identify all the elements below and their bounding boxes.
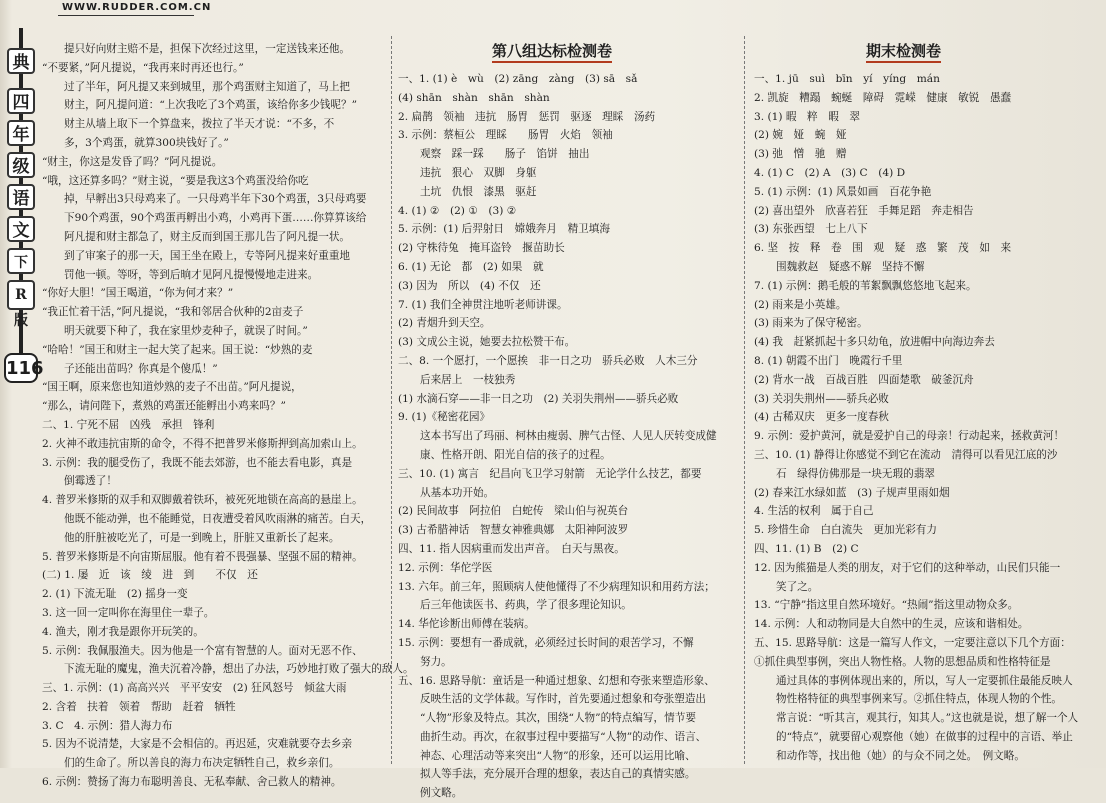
answer-line: (3) 因为 所以 (4) 不仅 还	[398, 279, 541, 292]
answer-line: (2) 雨来是小英雄。	[754, 298, 847, 311]
answer-line: 2. 扁鹊 领袖 违抗 肠胃 惩罚 驱逐 理睬 汤药	[398, 110, 656, 123]
answer-line: 明天就要下种了，我在家里炒麦种子，就误了时间。”	[64, 324, 308, 337]
answer-line: 四、11. (1) B (2) C	[754, 542, 859, 555]
answer-line: 围魏救赵 疑惑不解 坚持不懈	[776, 260, 925, 273]
answer-line: 通过具体的事例体现出来的，所以，写人一定要抓住最能反映人	[776, 674, 1073, 687]
answer-line: 5. 珍惜生命 白白流失 更加光彩有力	[754, 524, 937, 537]
answer-line: (2) 喜出望外 欣喜若狂 手舞足蹈 奔走相告	[754, 204, 974, 217]
answer-line: ①抓住典型事例，突出人物性格。人物的思想品质和性格特征是	[754, 655, 1051, 668]
right-answer-column	[754, 70, 1094, 765]
answer-line: 土坑 仇恨 漆黑 驱赶	[420, 185, 537, 198]
answer-line: 曲折生动。再次，在叙事过程中要描写“人物”的动作、语言、	[420, 730, 707, 743]
answer-line: 14. 华佗诊断出师傅在装病。	[398, 618, 535, 631]
answer-line: 常言说：“听其言，观其行，知其人。”这也就是说，想了解一个人	[776, 712, 1079, 725]
answer-line: 三、1. 示例：(1) 高高兴兴 平平安安 (2) 狂风怒号 倾盆大雨	[42, 682, 347, 695]
column-divider	[744, 36, 745, 764]
answer-line: (4) shān shàn shān shàn	[398, 91, 550, 104]
answer-line: “你好大胆！”国王喝道，“你为何才来？”	[42, 287, 234, 300]
answer-line: 三、10. (1) 寓言 纪昌向飞卫学习射箭 无论学什么技艺，都要	[398, 467, 702, 480]
answer-line: 13. “宁静”指这里自然环境好。“热闹”指这里动物众多。	[754, 599, 1019, 612]
answer-line: 一、1. jū suì bīn yí yíng mán	[754, 73, 940, 85]
answer-line: 4. (1) C (2) A (3) C (4) D	[754, 166, 906, 179]
page-number: 116	[4, 353, 38, 383]
answer-line: (3) 关羽失荆州——骄兵必败	[754, 392, 889, 405]
answer-line: (4) 古稀双庆 更多一度春秋	[754, 411, 889, 424]
answer-line: “那么，请问陛下，煮熟的鸡蛋还能孵出小鸡来吗？”	[42, 400, 286, 413]
answer-line: 4. 渔夫，刚才我是跟你开玩笑的。	[42, 625, 204, 638]
answer-line: 违抗 狠心 双脚 身躯	[420, 166, 537, 179]
answer-line: 2. 火神不敢违抗宙斯的命令，不得不把普罗米修斯押到高加索山上。	[42, 437, 363, 450]
answer-line: “国王啊，原来您也知道炒熟的麦子不出苗。”阿凡提说，	[42, 381, 302, 394]
answer-line: 过了半年，阿凡提又来到城里，那个鸡蛋财主知道了，马上把	[64, 80, 351, 93]
answer-line: 15. 示例：要想有一番成就，必须经过长时间的艰苦学习，不懈	[398, 636, 694, 649]
answer-line: (2) 婉 娅 蜿 娅	[754, 129, 847, 142]
answer-line: 3. 示例：蔡桓公 理睬 肠胃 火焰 领袖	[398, 129, 613, 142]
answer-line: 5. 因为不说清楚，大家是不会相信的。再迟延，灾难就要夺去乡亲	[42, 738, 353, 751]
answer-line: 下90个鸡蛋，90个鸡蛋再孵出小鸡，小鸡再下蛋……你算算该给	[64, 212, 367, 225]
answer-line: 例文略。	[420, 787, 463, 800]
answer-line: 7. (1) 我们全神贯注地听老师讲课。	[398, 298, 568, 311]
answer-line: (2) 守株待兔 掩耳盗铃 揠苗助长	[398, 242, 565, 255]
answer-line: 6. 坚 按 释 卷 围 观 疑 惑 繁 茂 如 来	[754, 242, 1012, 255]
url-underline	[58, 15, 194, 16]
answer-line: 康、性格开朗、阳光自信的孩子的过程。	[420, 448, 611, 461]
answer-line: “哈哈！”国王和财主一起大笑了起来。国王说：“炒熟的麦	[42, 343, 313, 356]
answer-line: “我正忙着干活，”阿凡提说，“我和邻居合伙种的2亩麦子	[42, 306, 304, 319]
answer-line: “哦，这还算多吗？”财主说，“要是我这3个鸡蛋没给你吃	[42, 174, 309, 187]
answer-line: 后来居上 一枝独秀	[420, 373, 516, 386]
answer-line: 的“特点”，就要留心观察他（她）在做事的过程中的言语、举止	[776, 730, 1073, 743]
answer-line: 财主从墙上取下一个算盘来，拨拉了半天才说：“不多，不	[64, 118, 335, 131]
spine-char: 四	[7, 88, 35, 114]
answer-line: 12. 因为熊猫是人类的朋友，对于它们的这种举动，山民们只能一	[754, 561, 1061, 574]
spine-char: 语	[7, 184, 35, 210]
spine-char: 典	[7, 48, 35, 74]
answer-line: 3. (1) 暇 粹 暇 翠	[754, 110, 861, 123]
answer-line: (3) 古希腊神话 智慧女神雅典娜 太阳神阿波罗	[398, 524, 629, 537]
answer-line: 五、16. 思路导航：童话是一种通过想象、幻想和夸张来塑造形象、	[398, 674, 715, 687]
answer-line: (2) 民间故事 阿拉伯 白蛇传 梁山伯与祝英台	[398, 505, 629, 518]
answer-line: 5. (1) 示例：(1) 风景如画 百花争艳	[754, 185, 932, 198]
answer-line: 罚他一顿。等呀，等到后晌才见阿凡提慢慢地走进来。	[64, 268, 319, 281]
answer-line: 财主，阿凡提问道：“上次我吃了3个鸡蛋，该给你多少钱呢？”	[64, 99, 358, 112]
answer-line: 笑了之。	[776, 580, 819, 593]
answer-line: 四、11. 指人因病重而发出声音。 白天与黑夜。	[398, 542, 625, 555]
answer-line: 后三年他读医书、药典，学了很多理论知识。	[420, 599, 632, 612]
answer-line: 2. 含着 扶着 领着 帮助 赶着 牺牲	[42, 700, 236, 713]
answer-line: 2. 凯旋 糟蹋 蜿蜒 障碍 霓嵘 健康 敏锐 愚蠢	[754, 91, 1012, 104]
answer-line: 倒霉透了！	[64, 475, 117, 488]
section-title-unit8: 第八组达标检测卷	[492, 40, 612, 63]
spine-label	[6, 28, 36, 383]
answer-line: 和动作等，找出他（她）的与众不同之处。 例文略。	[776, 749, 1025, 762]
answer-line: 9. (1)《秘密花园》	[398, 411, 491, 424]
column-divider	[391, 36, 392, 764]
answer-line: 5. 普罗米修斯是不向宙斯屈服。他有着不畏强暴、坚强不屈的精神。	[42, 550, 363, 563]
answer-line: “不要紧，”阿凡提说，“我再来时再还也行。”	[42, 61, 244, 74]
answer-line: 一、1. (1) è wù (2) zāng zàng (3) sā sǎ	[398, 73, 638, 85]
answer-line: “财主，你这是发昏了吗？”阿凡提说。	[42, 155, 223, 168]
answer-line: 5. 示例：我佩服渔夫。因为他是一个富有智慧的人。面对无恶不作、	[42, 644, 363, 657]
answer-line: (3) 东张西望 七上八下	[754, 223, 868, 236]
answer-line: 阿凡提和财主都急了，财主反而到国王那儿告了阿凡提一状。	[64, 230, 351, 243]
answer-line: 2. (1) 下流无耻 (2) 摇身一变	[42, 588, 188, 601]
spine-char: 下	[7, 248, 35, 274]
answer-line: 4. 普罗米修斯的双手和双脚戴着铁环，被死死地锁在高高的悬崖上。	[42, 494, 363, 507]
answer-line: 12. 示例：华佗学医	[398, 561, 493, 574]
answer-line: 7. (1) 示例：鹅毛般的苇絮飘飘悠悠地飞起来。	[754, 279, 977, 292]
site-url: WWW.RUDDER.COM.CN	[62, 2, 212, 13]
answer-line: 提只好向财主赔不是，担保下次经过这里，一定送钱来还他。	[64, 43, 351, 55]
answer-line: 4. 生活的权利 属于自己	[754, 505, 874, 518]
answer-line: 五、15. 思路导航：这是一篇写人作文，一定要注意以下几个方面：	[754, 636, 1071, 649]
spine-char: 文	[7, 216, 35, 242]
answer-line: 3. 这一回一定叫你在海里住一辈子。	[42, 606, 215, 619]
spine-char: R版	[7, 280, 35, 310]
answer-line: 8. (1) 朝霞不出门 晚霞行千里	[754, 354, 903, 367]
answer-line: 二、1. 宁死不屈 凶残 承担 锋利	[42, 418, 215, 431]
answer-line: 5. 示例：(1) 后羿射日 嫦娥奔月 精卫填海	[398, 223, 610, 236]
answer-line: 二、8. 一个愿打，一个愿挨 非一日之功 骄兵必败 人木三分	[398, 354, 698, 367]
spine-char: 级	[7, 152, 35, 178]
answer-line: 掉，早孵出3只母鸡来了。一只母鸡半年下30个鸡蛋，3只母鸡要	[64, 193, 367, 206]
middle-answer-column	[398, 70, 734, 803]
answer-line: 他的肝脏被吃光了，可是一到晚上，肝脏又重新长了起来。	[64, 531, 340, 544]
answer-line: 们的生命了。所以善良的海力布决定牺牲自己，救乡亲们。	[64, 757, 340, 770]
answer-line: (2) 青烟升到天空。	[398, 317, 491, 330]
answer-line: 13. 六年。前三年，照顾病人使他懂得了不少病理知识和用药方法；	[398, 580, 715, 593]
answer-line: (4) 我 赶紧抓起十多只幼龟，放进帽中向海边奔去	[754, 336, 995, 349]
answer-line: 观察 踩一踩 肠子 馅饼 抽出	[420, 148, 590, 161]
section-title-final: 期末检测卷	[866, 40, 941, 63]
answer-line: (3) 文成公主说，她要去拉松赞干布。	[398, 336, 576, 349]
answer-line: 3. C 4. 示例：猎人海力布	[42, 719, 173, 732]
answer-line: 4. (1) ② (2) ① (3) ②	[398, 204, 517, 217]
answer-line: 6. 示例：赞扬了海力布聪明善良、无私奉献、舍己救人的精神。	[42, 776, 342, 789]
answer-line: 14. 示例：人和动物同是大自然中的生灵，应该和谐相处。	[754, 618, 1029, 631]
answer-line: 拟人等手法，充分展开合理的想象，表达自己的真情实感。	[420, 768, 696, 781]
answer-line: (2) 背水一战 百战百胜 四面楚歌 破釜沉舟	[754, 373, 974, 386]
answer-line: (2) 春来江水绿如蓝 (3) 子规声里雨如烟	[754, 486, 950, 499]
answer-line: 石 绿得仿佛那是一块无瑕的翡翠	[776, 467, 935, 480]
answer-line: 下流无耻的魔鬼，渔夫沉着冷静，想出了办法，巧妙地打败了强大的敌人。	[64, 663, 414, 676]
answer-line: (1) 水滴石穿——非一日之功 (2) 关羽失荆州——骄兵必败	[398, 392, 679, 405]
answer-line: 他既不能动弹，也不能睡觉，日夜遭受着风吹雨淋的痛苦。白天，	[64, 512, 372, 525]
answer-line: 物性格特征的典型事例来写。②抓住特点，体现人物的个性。	[776, 693, 1063, 706]
answer-line: 反映生活的文学体裁。写作时，首先要通过想象和夸张塑造出	[420, 693, 707, 706]
answer-line: 到了审案子的那一天，国王坐在殿上，专等阿凡提来好重重地	[64, 249, 351, 262]
spine-char: 年	[7, 120, 35, 146]
answer-line: 6. (1) 无论 都 (2) 如果 就	[398, 260, 544, 273]
left-answer-column	[42, 40, 414, 792]
answer-line: “人物”形象及特点。其次，围绕“人物”的特点编写，情节要	[420, 712, 696, 725]
answer-line: 子还能出苗吗？你真是个傻瓜！”	[64, 362, 218, 375]
answer-line: 三、10. (1) 静得让你感觉不到它在流动 清得可以看见江底的沙	[754, 448, 1058, 461]
answer-line: 努力。	[420, 655, 452, 668]
answer-line: 多，3个鸡蛋，就算300块钱好了。”	[64, 136, 229, 149]
answer-line: 从基本功开始。	[420, 486, 495, 499]
answer-line: 9. 示例：爱护黄河，就是爱护自己的母亲！行动起来，拯救黄河！	[754, 430, 1065, 443]
answer-line: 3. 示例：我的腿受伤了，我既不能去郊游，也不能去看电影，真是	[42, 456, 353, 469]
answer-line: (二) 1. 屡 近 该 绫 进 到 不仅 还	[42, 569, 258, 582]
answer-line: (3) 弛 憎 驰 赠	[754, 148, 847, 161]
answer-line: 这本书写出了玛丽、柯林由瘦弱、脾气古怪、人见人厌转变成健	[420, 430, 717, 443]
answer-line: (3) 雨来为了保守秘密。	[754, 317, 868, 330]
answer-line: 神态、心理活动等来突出“人物”的形象，还可以运用比喻、	[420, 749, 696, 762]
